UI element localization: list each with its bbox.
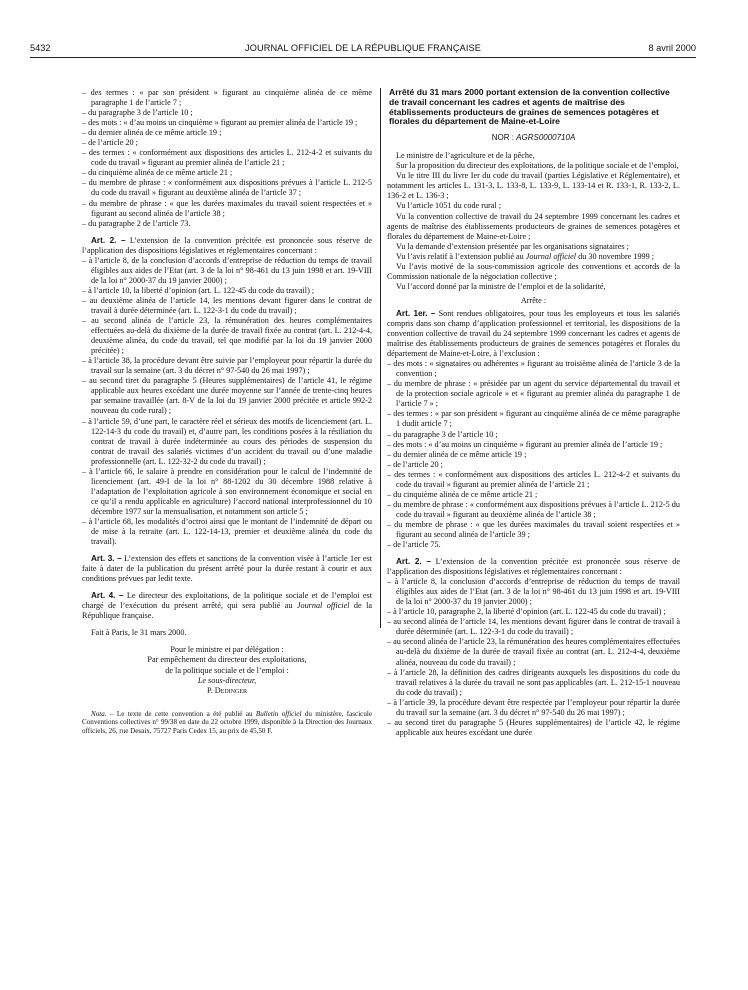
list-item: – au second tiret du paragraphe 5 (Heures supplémentaires) de l’article 41, le régime applicable aux heures excédant une durée moyenne sur l’année de trente-cinq heures par semaine travaillée (art. 8-V de la loi du 19 janvier 2000 précitée et article 992-2 nouveau du code rural) ;: [82, 376, 372, 416]
preamble-6: Vu la demande d’extension présentée par les organisations signataires ;: [396, 241, 629, 251]
decree-title: Arrêté du 31 mars 2000 portant extension de la convention collective de travail concernant les cadres et agents de maîtrise des établissements producteurs de graines de semences potagères et florales du département de Maine-et-Loire: [389, 87, 670, 127]
right-art2: [387, 557, 680, 577]
list-item: – à l’article 38, la procédure devant être suivie par l’employeur pour répartir la durée du travail sur la semaine (art. 3 du décret n° 97-540 du 26 mai 1997) ;: [82, 356, 372, 376]
right-column: [387, 88, 680, 738]
preamble-3: Vu le titre III du livre Ier du code du travail (parties Législative et Réglementaire), et notamment les articles L. 131-3, L. 133-8, L. 133-9, L. 133-14 et R. 133-1, R. 133-2, L. 136-2 et L. 136-3 ;: [387, 171, 680, 201]
nota-bulletin: Bulletin officiel: [255, 709, 302, 718]
list-item: – à l’article 28, la définition des cadres dirigeants auxquels les dispositions du code du travail relatives à la durée du travail ne sont pas applicables (art. L. 212-15-1 nouveau du code du travail) ;: [387, 667, 680, 697]
left-reserve-list: [82, 256, 372, 547]
right-art1: [387, 309, 680, 359]
list-item: – des mots : « d’au moins un cinquième » figurant au premier alinéa de l’article 19 ;: [82, 118, 358, 128]
list-item: – au second alinéa de l’article 23, la rémunération des heures complémentaires effectuées au-delà du dixième de la durée de travail fixée au contrat (art. L. 212-4-4, deuxième alinéa, nouveau du code du travail) ;: [387, 637, 680, 667]
arrete-heading: Arrête :: [520, 295, 547, 305]
list-item: – à l’article 10, paragraphe 2, la liberté d’opinion (art. L. 122-45 du code du travail) ;: [387, 607, 666, 617]
left-art2: [82, 236, 372, 256]
nota-text-a: – Le texte de cette convention a été publié au: [106, 709, 256, 718]
left-art4-text-a: Le directeur des exploitations, de la politique sociale et de l’emploi est chargé de l’exécution du présent arrêté, qui sera publié au: [82, 591, 372, 611]
nota-label: Nota.: [91, 709, 107, 718]
issue-date: 8 avril 2000: [648, 43, 696, 53]
avis-a: Vu l’avis relatif à l’extension publié au: [396, 251, 526, 261]
right-art1-text: Sont rendues obligatoires, pour tous les employeurs et tous les salariés compris dans son champ d’application professionnel et territorial, les dispositions de la convention collective de travail du 24 septembre 1999 concernant les cadres et agents de maîtrise des établissements producteurs de graines de semences potagères et florales du département de Maine-et-Loire, à l’exclusion :: [387, 308, 680, 359]
nota: [82, 710, 372, 736]
list-item: – des termes : « par son président » figurant au cinquième alinéa de ce même paragraphe 1 dudit article 7 ;: [387, 409, 680, 429]
list-item: – à l’article 59, d’une part, le caractère réel et sérieux des motifs de licenciement (art. L. 122-14-3 du code du travail) et, d’autre part, les conditions posées à la résiliation du contrat de travail à durée indéterminée au cours des périodes de suspension du contrat de travail des salariés victimes d’un accident du travail ou d’une maladie professionnelle (art. L. 122-32-2 du code du travail) ;: [82, 416, 372, 466]
list-item: – des termes : « par son président » figurant au cinquième alinéa de ce même paragraphe 1 de l’article 7 ;: [82, 88, 372, 108]
left-art2-text: L’extension de la convention précitée est prononcée sous réserve de l’application des dispositions législatives et réglementaires concernant :: [82, 235, 372, 255]
list-item: – à l’article 39, la procédure devant être respectée par l’employeur pour répartir la durée du travail sur la semaine (art. 3 du décret n° 97-540 du 26 mai 1997) ;: [387, 697, 680, 717]
sig-name: P. Dedinger: [207, 685, 247, 695]
list-item: – au second tiret du paragraphe 5 (Heures supplémentaires) de l’article 42, le régime applicable aux heures excédant une durée: [387, 717, 680, 737]
left-art4-journal: Journal officiel: [296, 601, 350, 611]
left-column: [82, 88, 372, 736]
avis-journal: Journal officiel: [525, 251, 577, 261]
sig-line-2: Par empêchement du directeur des exploitations,: [147, 655, 307, 665]
list-item: – du membre de phrase : « conformément aux dispositions prévues à l’article L. 212-5 du code du travail » figurant au deuxième alinéa de l’article 37 ;: [82, 178, 372, 198]
list-item: – du paragraphe 3 de l’article 10 ;: [82, 108, 193, 118]
list-item: – à l’article 8, la conclusion d’accords d’entreprise de réduction du temps de travail éligibles aux aides de l’Etat (art. 3 de la loi n° 98-461 du 13 juin 1998 et art. 19-VIII de la loi n° 2000-37 du 19 janvier 2000) ;: [387, 577, 680, 607]
list-item: – à l’article 8, de la conclusion d’accords d’entreprise de réduction du temps de travail éligibles aux aides de l’Etat (art. 3 de la loi n° 98-461 du 13 juin 1998 et art. 19-VIII de la loi n° 2000-37 du 19 janvier 2000) ;: [82, 255, 372, 285]
sig-line-1: Pour le ministre et par délégation :: [170, 645, 284, 655]
list-item: – du membre de phrase : « conformément aux dispositions prévues à l’article L. 212-5 du code du travail » figurant au deuxième alinéa de l’article 38 ;: [387, 499, 680, 519]
preamble-4: Vu l’article 1051 du code rural ;: [396, 201, 501, 211]
left-art4: [82, 591, 372, 621]
list-item: – des termes : « conformément aux dispositions des articles L. 212-4-2 et suivants du code du travail » figurant au premier alinéa de l’article 21 ;: [82, 148, 372, 168]
preamble-2: Sur la proposition du directeur des exploitations, de la politique sociale et de l’emploi,: [396, 161, 679, 171]
list-item: – du cinquième alinéa de ce même article 21 ;: [387, 489, 538, 499]
column-divider: [380, 88, 381, 628]
header-rule: [30, 57, 696, 58]
list-item: – du paragraphe 3 de l’article 10 ;: [387, 429, 498, 439]
left-art4-tag: Art. 4. –: [91, 591, 124, 601]
nota-text-b: du ministère, fascicule Conventions collectives n° 99/38 en date du 22 octobre 1999, disponible à la Direction des Journaux officiels, 26, rue Desaix, 75727 Paris Cedex 15, au prix de 45,50 F.: [82, 709, 372, 736]
journal-title: JOURNAL OFFICIEL DE LA RÉPUBLIQUE FRANÇAISE: [245, 43, 481, 53]
left-art3: [82, 554, 372, 584]
list-item: – de l’article 20 ;: [387, 459, 443, 469]
signature-block: [82, 645, 372, 695]
list-item: – du membre de phrase : « que les durées maximales du travail soient respectées et » figurant au second alinéa de l’article 39 ;: [387, 519, 680, 539]
right-reserve-list: [387, 577, 680, 738]
list-item: – du cinquième alinéa de ce même article 21 ;: [82, 168, 233, 178]
list-item: – du dernier alinéa de ce même article 19 ;: [82, 128, 222, 138]
page-number: 5432: [30, 43, 51, 53]
preamble-1: Le ministre de l’agriculture et de la pêche,: [396, 151, 535, 161]
list-item: – des mots : « signataires ou adhérentes » figurant au troisième alinéa de l’article 3 de la convention ;: [387, 359, 680, 379]
right-art1-tag: Art. 1er. –: [396, 308, 436, 318]
nor-label: NOR :: [491, 133, 517, 143]
preamble-8: Vu l’accord donné par la ministre de l’emploi et de la solidarité,: [396, 281, 606, 291]
list-item: – à l’article 10, la liberté d’opinion (art. L. 122-45 du code du travail) ;: [82, 285, 315, 295]
nor-reference: [387, 133, 680, 143]
list-item: – du paragraphe 2 de l’article 73.: [82, 218, 191, 228]
preamble-5: Vu la convention collective de travail du 24 septembre 1999 concernant les cadres et agents de maîtrise des établissements producteurs de graines de semences potagères et florales du département de Maine-et-Loire ;: [387, 211, 680, 241]
nor-value: AGRS0000710A: [516, 133, 576, 143]
preamble-avis: [387, 252, 680, 262]
sig-line-3: de la politique sociale et de l’emploi :: [165, 665, 289, 675]
left-art4-text-b: de la République française.: [82, 601, 372, 621]
avis-b: du 30 novembre 1999 ;: [576, 251, 655, 261]
list-item: – au deuxième alinéa de l’article 14, les mentions devant figurer dans le contrat de travail à durée déterminée (art. L. 122-3-1 du code du travail) ;: [82, 295, 372, 315]
right-exclusion-list: [387, 359, 680, 550]
left-exclusion-list: [82, 88, 372, 229]
list-item: – du membre de phrase : « présidée par un agent du service départemental du travail et de la protection sociale agricole » et « figurant au premier alinéa du paragraphe 1 de l’article 7 » ;: [387, 379, 680, 409]
list-item: – de l’article 20 ;: [82, 138, 138, 148]
left-art3-text: L’extension des effets et sanctions de la convention visée à l’article 1er est faite à dater de la publication du présent arrêté pour la durée restant à courir et aux conditions prévues par ledit texte.: [82, 554, 372, 584]
list-item: – du membre de phrase : « que les durées maximales du travail soient respectées et » figurant au second alinéa de l’article 38 ;: [82, 198, 372, 218]
list-item: – des mots : « d’au moins un cinquième » figurant au premier alinéa de l’article 19 ;: [387, 439, 663, 449]
page-header: [30, 43, 696, 57]
left-art2-tag: Art. 2. –: [91, 235, 126, 245]
preamble-7: Vu l’avis motivé de la sous-commission agricole des conventions et accords de la Commission nationale de la négociation collective ;: [387, 261, 680, 281]
list-item: – au second alinéa de l’article 23, la rémunération des heures complémentaires effectuées au-delà du dixième de la durée de travail fixée au contrat (art. L. 212-4-4, deuxième alinéa, du code du travail, tel que modifié par la loi du 19 janvier 2000 précitée) ;: [82, 316, 372, 356]
right-art2-text: L’extension de la convention précitée est prononcée sous réserve de l’application des dispositions législatives et réglementaires concernant :: [387, 557, 680, 577]
sig-role: Le sous-directeur,: [197, 675, 257, 685]
list-item: – des termes : « conformément aux dispositions des articles L. 212-4-2 et suivants du code du travail » figurant au premier alinéa de l’article 21 ;: [387, 469, 680, 489]
fait-a-paris: Fait à Paris, le 31 mars 2000.: [91, 628, 187, 638]
left-art3-tag: Art. 3. –: [91, 554, 122, 564]
list-item: – au second alinéa de l’article 14, les mentions devant figurer dans le contrat de travail à durée déterminée (art. L. 122-3-1 du code du travail) ;: [387, 617, 680, 637]
list-item: – à l’article 68, les modalités d’octroi ainsi que le montant de l’indemnité de départ ou de mise à la retraite (art. L. 122-14-13, premier et deuxième alinéa du code du travail).: [82, 516, 372, 547]
list-item: – de l’article 75.: [387, 540, 441, 550]
list-item: – du dernier alinéa de ce même article 19 ;: [387, 449, 527, 459]
right-art2-tag: Art. 2. –: [396, 557, 432, 567]
list-item: – à l’article 66, le salaire à prendre en considération pour le calcul de l’indemnité de licenciement (art. 49-I de la loi n° 88-1202 du 30 décembre 1988 relative à l’adaptation de l’exploitation agricole à son environnement économique et social en ce qu’il a rendu applicable en agriculture) l’accord national interprofessionnel du 10 décembre 1977 sur la mensualisation, et notamment son article 5 ;: [82, 466, 372, 516]
